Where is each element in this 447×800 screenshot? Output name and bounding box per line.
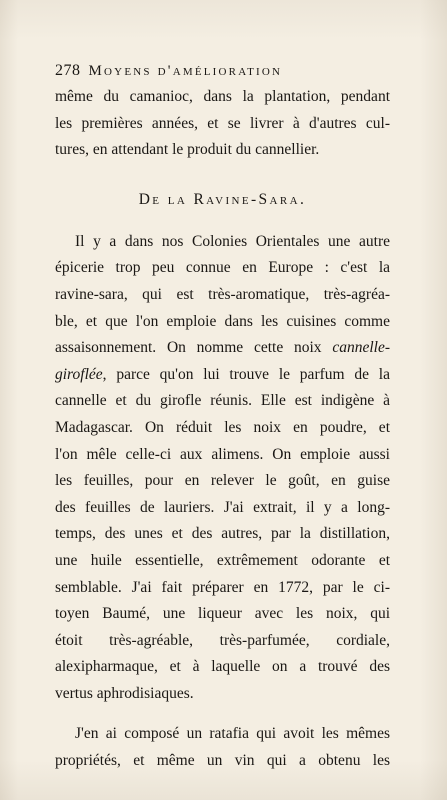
text-line xyxy=(55,362,390,389)
text-line: temps, des unes et des autres, par la distillation, xyxy=(55,525,390,543)
text-line: propriétés, et même un vin qui a obtenu les xyxy=(55,752,390,770)
intro-paragraph xyxy=(55,84,390,164)
text-line: vertus aphrodisiaques. xyxy=(55,684,194,702)
text-line: Madagascar. On réduit les noix en poudre, et xyxy=(55,418,390,436)
text-line: l'on mêle celle-ci aux alimens. On emploie aussi xyxy=(55,445,390,463)
running-head xyxy=(55,62,390,80)
text-line: toyen Baumé, une liqueur avec les noix, qui xyxy=(55,605,390,623)
text-line: cannelle et du girofle réunis. Elle est indigène à xyxy=(55,392,390,410)
text-line: des feuilles de lauriers. J'ai extrait, il y a long- xyxy=(55,498,390,516)
text-line: tures, en attendant le produit du cannellier. xyxy=(55,141,320,159)
text-line: ble, et que l'on emploie dans les cuisines comme xyxy=(55,312,390,330)
italic-term: cannelle- xyxy=(332,339,390,357)
text-line: une huile essentielle, extrêmement odorante et xyxy=(55,551,390,569)
text-line: étoit très-agréable, très-parfumée, cordiale, xyxy=(55,631,390,649)
text-line: épicerie trop peu connue en Europe : c'est la xyxy=(55,259,390,277)
text-line: les premières années, et se livrer à d'autres cul- xyxy=(55,114,390,132)
body-paragraph xyxy=(55,721,390,774)
paragraph-gap xyxy=(55,707,390,721)
text-block xyxy=(55,62,390,775)
text-run: assaisonnement. On nomme cette noix xyxy=(55,339,333,357)
text-line: les feuilles, pour en relever le goût, en guise xyxy=(55,472,390,490)
running-title: Moyens d'amélioration xyxy=(88,63,283,79)
text-run: , parce qu'on lui trouve le parfum de la xyxy=(102,365,390,383)
italic-term: giroflée xyxy=(55,365,103,383)
page-number: 278 xyxy=(55,62,81,79)
text-line: Il y a dans nos Colonies Orientales une autre xyxy=(75,232,390,250)
text-line: alexipharmaque, et à laquelle on a trouvé des xyxy=(55,658,390,676)
text-line xyxy=(55,335,390,362)
text-line: J'en ai composé un ratafia qui avoit les mêmes xyxy=(75,725,390,743)
body-paragraph xyxy=(55,229,390,708)
section-heading: De la Ravine-Sara. xyxy=(138,190,307,208)
text-line: ravine-sara, qui est très-aromatique, très-agréa- xyxy=(55,285,390,303)
text-line: même du camanioc, dans la plantation, pendant xyxy=(55,88,390,105)
text-line: semblable. J'ai fait préparer en 1772, par le ci- xyxy=(55,578,390,596)
